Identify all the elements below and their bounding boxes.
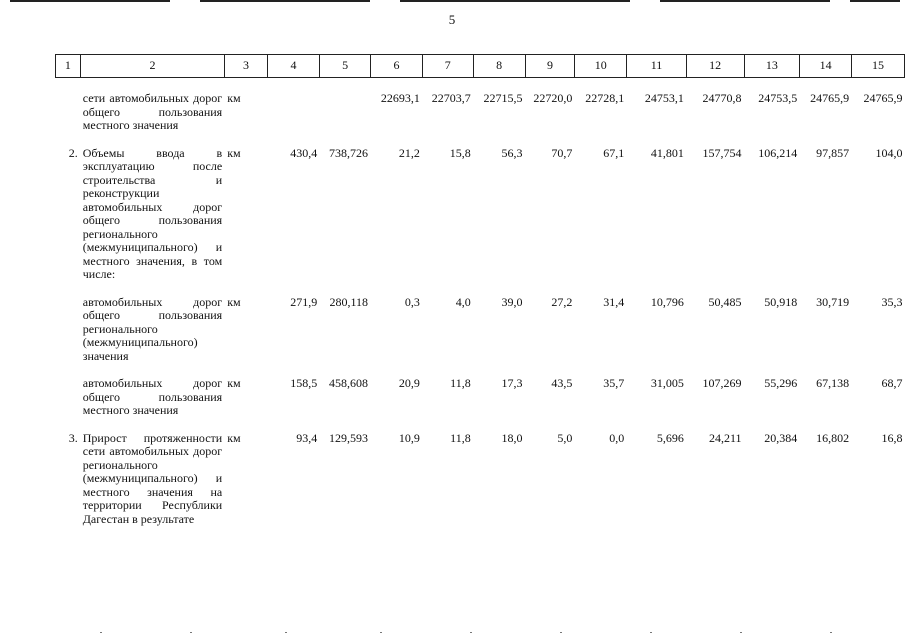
value-cell: 22693,1 xyxy=(380,91,420,105)
value-cell: 67,1 xyxy=(603,145,625,160)
value-cell: 5,0 xyxy=(557,430,573,445)
value-cell: 55,296 xyxy=(764,376,798,390)
value-cell: 280,118 xyxy=(329,294,369,309)
row-unit: км xyxy=(227,145,241,160)
value-cell xyxy=(320,92,371,133)
value-cell: 31,4 xyxy=(603,294,625,309)
value-cell: 158,5 xyxy=(290,376,318,390)
value-cell: 31,005 xyxy=(650,376,684,390)
table-row xyxy=(56,296,905,364)
value-cell: 97,857 xyxy=(816,145,850,160)
header-cell: 3 xyxy=(225,55,267,78)
header-cell: 11 xyxy=(627,55,687,78)
value-cell: 35,3 xyxy=(881,294,903,309)
row-index: 2. xyxy=(68,145,78,160)
value-cell: 50,918 xyxy=(764,294,798,309)
header-cell: 2 xyxy=(80,55,224,78)
value-cell: 24,211 xyxy=(708,430,742,445)
value-cell: 22715,5 xyxy=(483,91,523,105)
table-row xyxy=(56,432,905,527)
value-cell: 30,719 xyxy=(816,294,850,309)
value-cell: 56,3 xyxy=(501,145,523,160)
value-cell: 11,8 xyxy=(450,430,471,445)
value-cell: 24765,9 xyxy=(810,91,850,105)
header-cell: 13 xyxy=(744,55,800,78)
scan-top-edge xyxy=(0,0,905,3)
value-cell: 41,801 xyxy=(650,145,684,160)
row-name: сети автомобильных дорог общего пользования местного значения xyxy=(82,91,223,132)
value-cell: 67,138 xyxy=(816,376,850,390)
value-cell: 5,696 xyxy=(656,430,684,445)
value-cell: 271,9 xyxy=(290,294,318,309)
header-cell: 1 xyxy=(56,55,81,78)
row-unit: км xyxy=(227,430,241,445)
value-cell: 22728,1 xyxy=(585,91,625,105)
row-unit: км xyxy=(227,376,241,390)
value-cell: 430,4 xyxy=(290,145,318,160)
value-cell: 0,3 xyxy=(404,294,420,309)
row-unit: км xyxy=(227,294,241,309)
header-row xyxy=(56,55,905,78)
header-cell: 15 xyxy=(852,55,905,78)
value-cell: 11,8 xyxy=(450,376,471,390)
value-cell: 70,7 xyxy=(551,145,573,160)
header-cell: 14 xyxy=(800,55,852,78)
row-name: Объемы ввода в эксплуатацию после строительства и реконструкции автомобильных дорог общего пользования регионального (межмуниципального) и местного значения, в том числе: xyxy=(82,145,223,281)
value-cell: 68,7 xyxy=(881,376,903,390)
scan-bottom-edge xyxy=(0,630,905,636)
value-cell xyxy=(267,92,320,133)
value-cell: 17,3 xyxy=(501,376,523,390)
header-cell: 8 xyxy=(473,55,525,78)
table-row xyxy=(56,147,905,282)
header-cell: 12 xyxy=(686,55,744,78)
value-cell: 106,214 xyxy=(758,145,798,160)
value-cell: 20,9 xyxy=(398,376,420,390)
value-cell: 0,0 xyxy=(609,430,625,445)
value-cell: 10,796 xyxy=(650,294,684,309)
value-cell: 21,2 xyxy=(398,145,420,160)
row-index xyxy=(56,296,81,364)
table-row xyxy=(56,377,905,418)
value-cell: 35,7 xyxy=(603,376,625,390)
value-cell: 50,485 xyxy=(708,294,742,309)
value-cell: 43,5 xyxy=(551,376,573,390)
value-cell: 22703,7 xyxy=(431,91,471,105)
header-cell: 4 xyxy=(267,55,320,78)
header-cell: 9 xyxy=(525,55,575,78)
value-cell: 20,384 xyxy=(764,430,798,445)
value-cell: 458,608 xyxy=(329,376,369,390)
row-unit: км xyxy=(227,91,241,105)
value-cell: 16,8 xyxy=(881,430,903,445)
value-cell: 10,9 xyxy=(398,430,420,445)
value-cell: 4,0 xyxy=(455,294,471,309)
header-cell: 6 xyxy=(371,55,423,78)
table-row xyxy=(56,92,905,133)
value-cell: 27,2 xyxy=(551,294,573,309)
data-table xyxy=(55,54,905,526)
value-cell: 18,0 xyxy=(501,430,523,445)
value-cell: 24753,1 xyxy=(644,91,684,105)
row-name: Прирост протяженности сети автомобильных дорог регионального (межмуниципального) и местного значения на территории Республики Дагестан в результате xyxy=(82,430,223,526)
value-cell: 22720,0 xyxy=(533,91,573,105)
row-name: автомобильных дорог общего пользования местного значения xyxy=(82,376,223,417)
value-cell: 107,269 xyxy=(702,376,742,390)
page-number: 5 xyxy=(448,12,456,27)
row-index xyxy=(56,92,81,133)
value-cell: 15,8 xyxy=(449,145,471,160)
value-cell: 39,0 xyxy=(501,294,523,309)
value-cell: 24753,5 xyxy=(758,91,798,105)
value-cell: 157,754 xyxy=(702,145,742,160)
value-cell: 104,0 xyxy=(875,145,903,160)
row-index: 3. xyxy=(68,430,78,445)
value-cell: 24770,8 xyxy=(702,91,742,105)
value-cell: 16,802 xyxy=(816,430,850,445)
value-cell: 129,593 xyxy=(329,430,369,445)
value-cell: 738,726 xyxy=(329,145,369,160)
header-cell: 10 xyxy=(575,55,627,78)
row-name: автомобильных дорог общего пользования регионального (межмуниципального) значения xyxy=(82,294,223,363)
header-cell: 7 xyxy=(422,55,473,78)
row-index xyxy=(56,377,81,418)
header-cell: 5 xyxy=(320,55,371,78)
value-cell: 93,4 xyxy=(296,430,318,445)
value-cell: 24765,9 xyxy=(863,91,903,105)
